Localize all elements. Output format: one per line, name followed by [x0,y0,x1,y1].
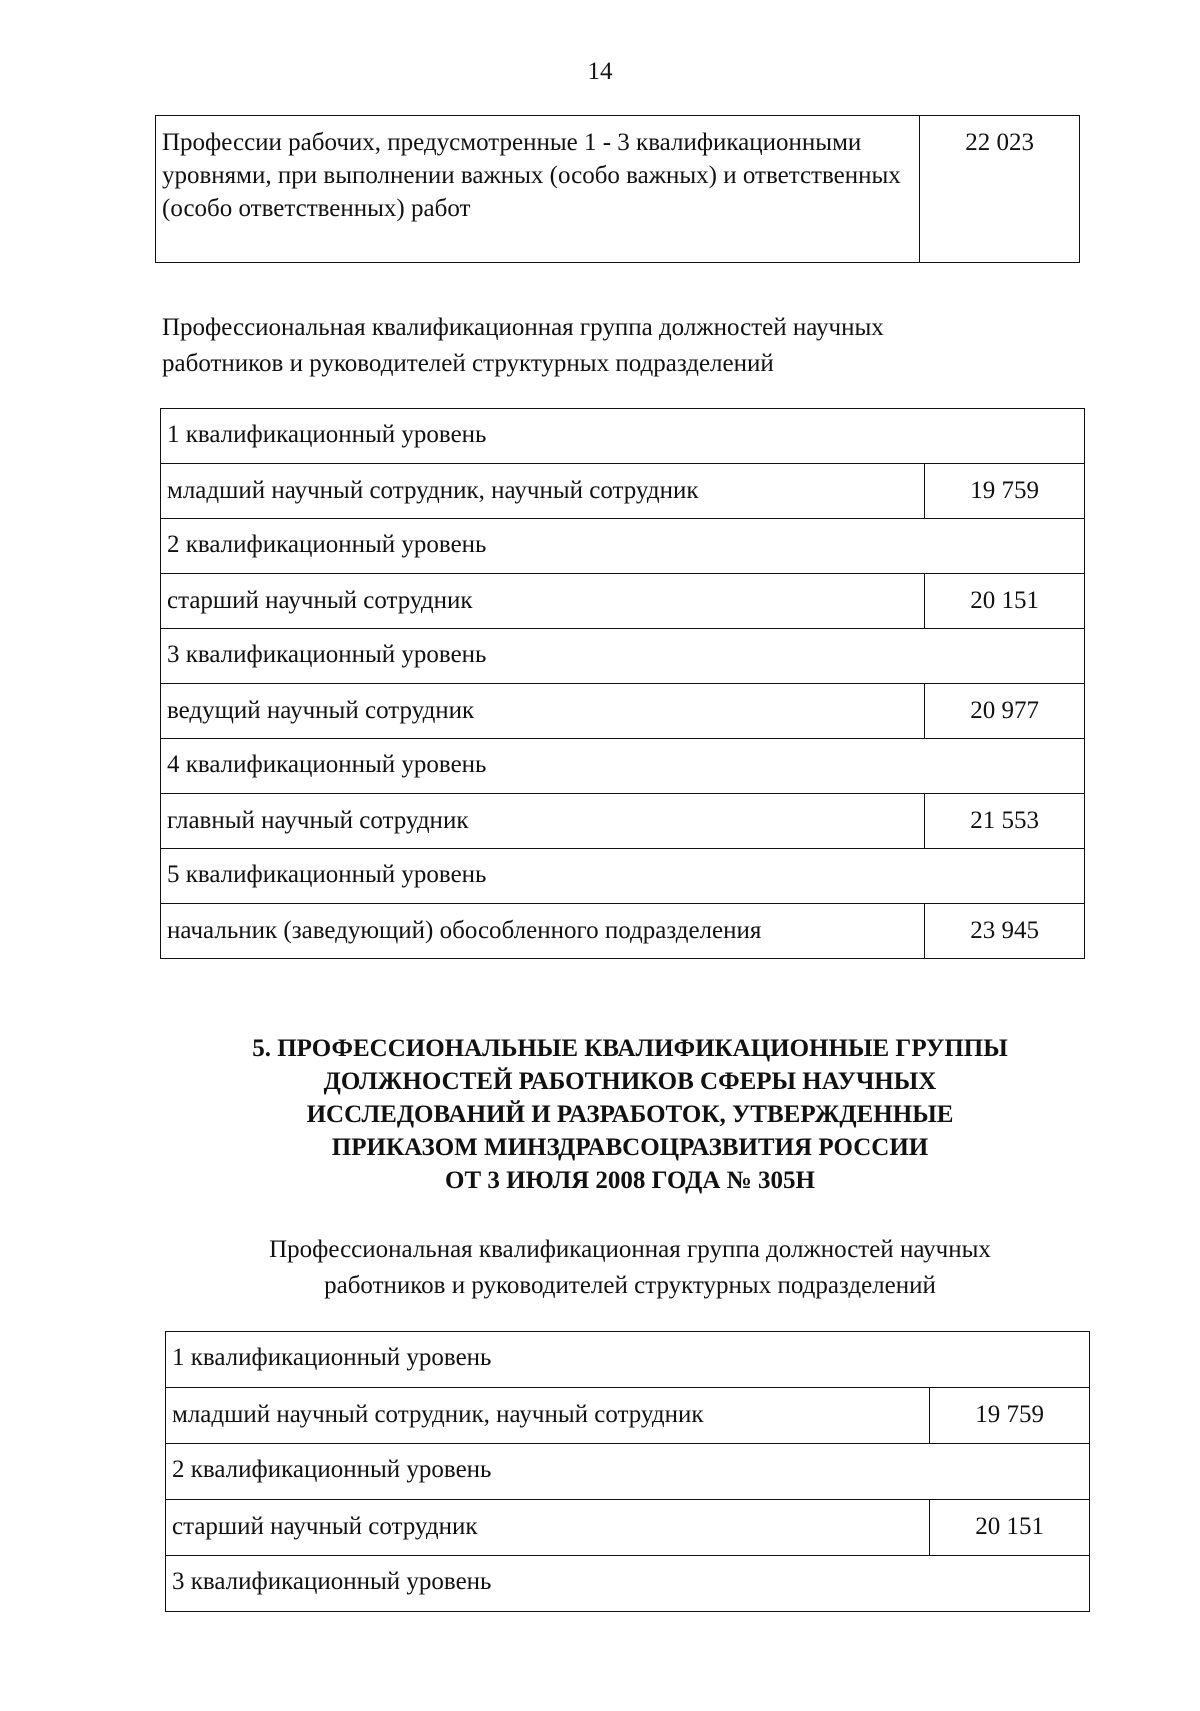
salary-value: 21 553 [925,794,1085,849]
workers-table [155,115,1080,263]
level-row [161,629,1085,684]
level-row [166,1444,1090,1500]
section-heading [150,1032,1110,1197]
group-title [150,1232,1110,1304]
section-heading-line: ИССЛЕДОВАНИЙ И РАЗРАБОТОК, УТВЕРЖДЕННЫЕ [306,1101,954,1128]
table-row [161,574,1085,629]
level-row [166,1332,1090,1388]
table-row [161,904,1085,959]
page-number: 14 [587,58,613,85]
level-row [161,849,1085,904]
position-name: главный научный сотрудник [161,794,925,849]
salary-value: 20 151 [930,1500,1090,1556]
salary-value: 19 759 [930,1388,1090,1444]
qualification-level: 2 квалификационный уровень [166,1444,1090,1500]
level-row [161,739,1085,794]
position-name: ведущий научный сотрудник [161,684,925,739]
qualification-level: 3 квалификационный уровень [161,629,1085,684]
salary-value: 23 945 [925,904,1085,959]
group-title-line: работников и руководителей структурных подразделений [324,1272,936,1299]
position-name: старший научный сотрудник [166,1500,930,1556]
position-name: младший научный сотрудник, научный сотрудник [166,1388,930,1444]
level-row [161,409,1085,464]
qualification-level: 5 квалификационный уровень [161,849,1085,904]
position-name: младший научный сотрудник, научный сотрудник [161,464,925,519]
table-row [166,1500,1090,1556]
section-heading-line: ПРИКАЗОМ МИНЗДРАВСОЦРАЗВИТИЯ РОССИИ [331,1134,929,1161]
group-title-line: Профессиональная квалификационная группа должностей научных [162,314,884,341]
table-row [161,794,1085,849]
level-row [166,1556,1090,1612]
qualification-level: 2 квалификационный уровень [161,519,1085,574]
salary-value: 20 977 [925,684,1085,739]
position-name: начальник (заведующий) обособленного подразделения [161,904,925,959]
salary-value: 20 151 [925,574,1085,629]
salary-value: 22 023 [920,116,1080,263]
table-row [161,464,1085,519]
table-row [166,1388,1090,1444]
research-positions-table-2 [165,1331,1090,1612]
qualification-level: 1 квалификационный уровень [161,409,1085,464]
section-heading-line: ОТ 3 ИЮЛЯ 2008 ГОДА № 305Н [445,1167,815,1194]
group-title [162,310,884,382]
position-name: Профессии рабочих, предусмотренные 1 - 3 квалификационными уровнями, при выполнении важных (особо важных) и ответственных (особо ответственных) работ [156,116,920,263]
table-row [161,684,1085,739]
section-heading-line: ДОЛЖНОСТЕЙ РАБОТНИКОВ СФЕРЫ НАУЧНЫХ [323,1068,937,1095]
qualification-level: 3 квалификационный уровень [166,1556,1090,1612]
table-row [156,116,1080,263]
qualification-level: 1 квалификационный уровень [166,1332,1090,1388]
group-title-line: Профессиональная квалификационная группа должностей научных [269,1236,991,1263]
position-name: старший научный сотрудник [161,574,925,629]
section-heading-line: 5. ПРОФЕССИОНАЛЬНЫЕ КВАЛИФИКАЦИОННЫЕ ГРУППЫ [252,1035,1008,1062]
research-positions-table [160,408,1085,959]
level-row [161,519,1085,574]
salary-value: 19 759 [925,464,1085,519]
group-title-line: работников и руководителей структурных подразделений [162,350,774,377]
qualification-level: 4 квалификационный уровень [161,739,1085,794]
